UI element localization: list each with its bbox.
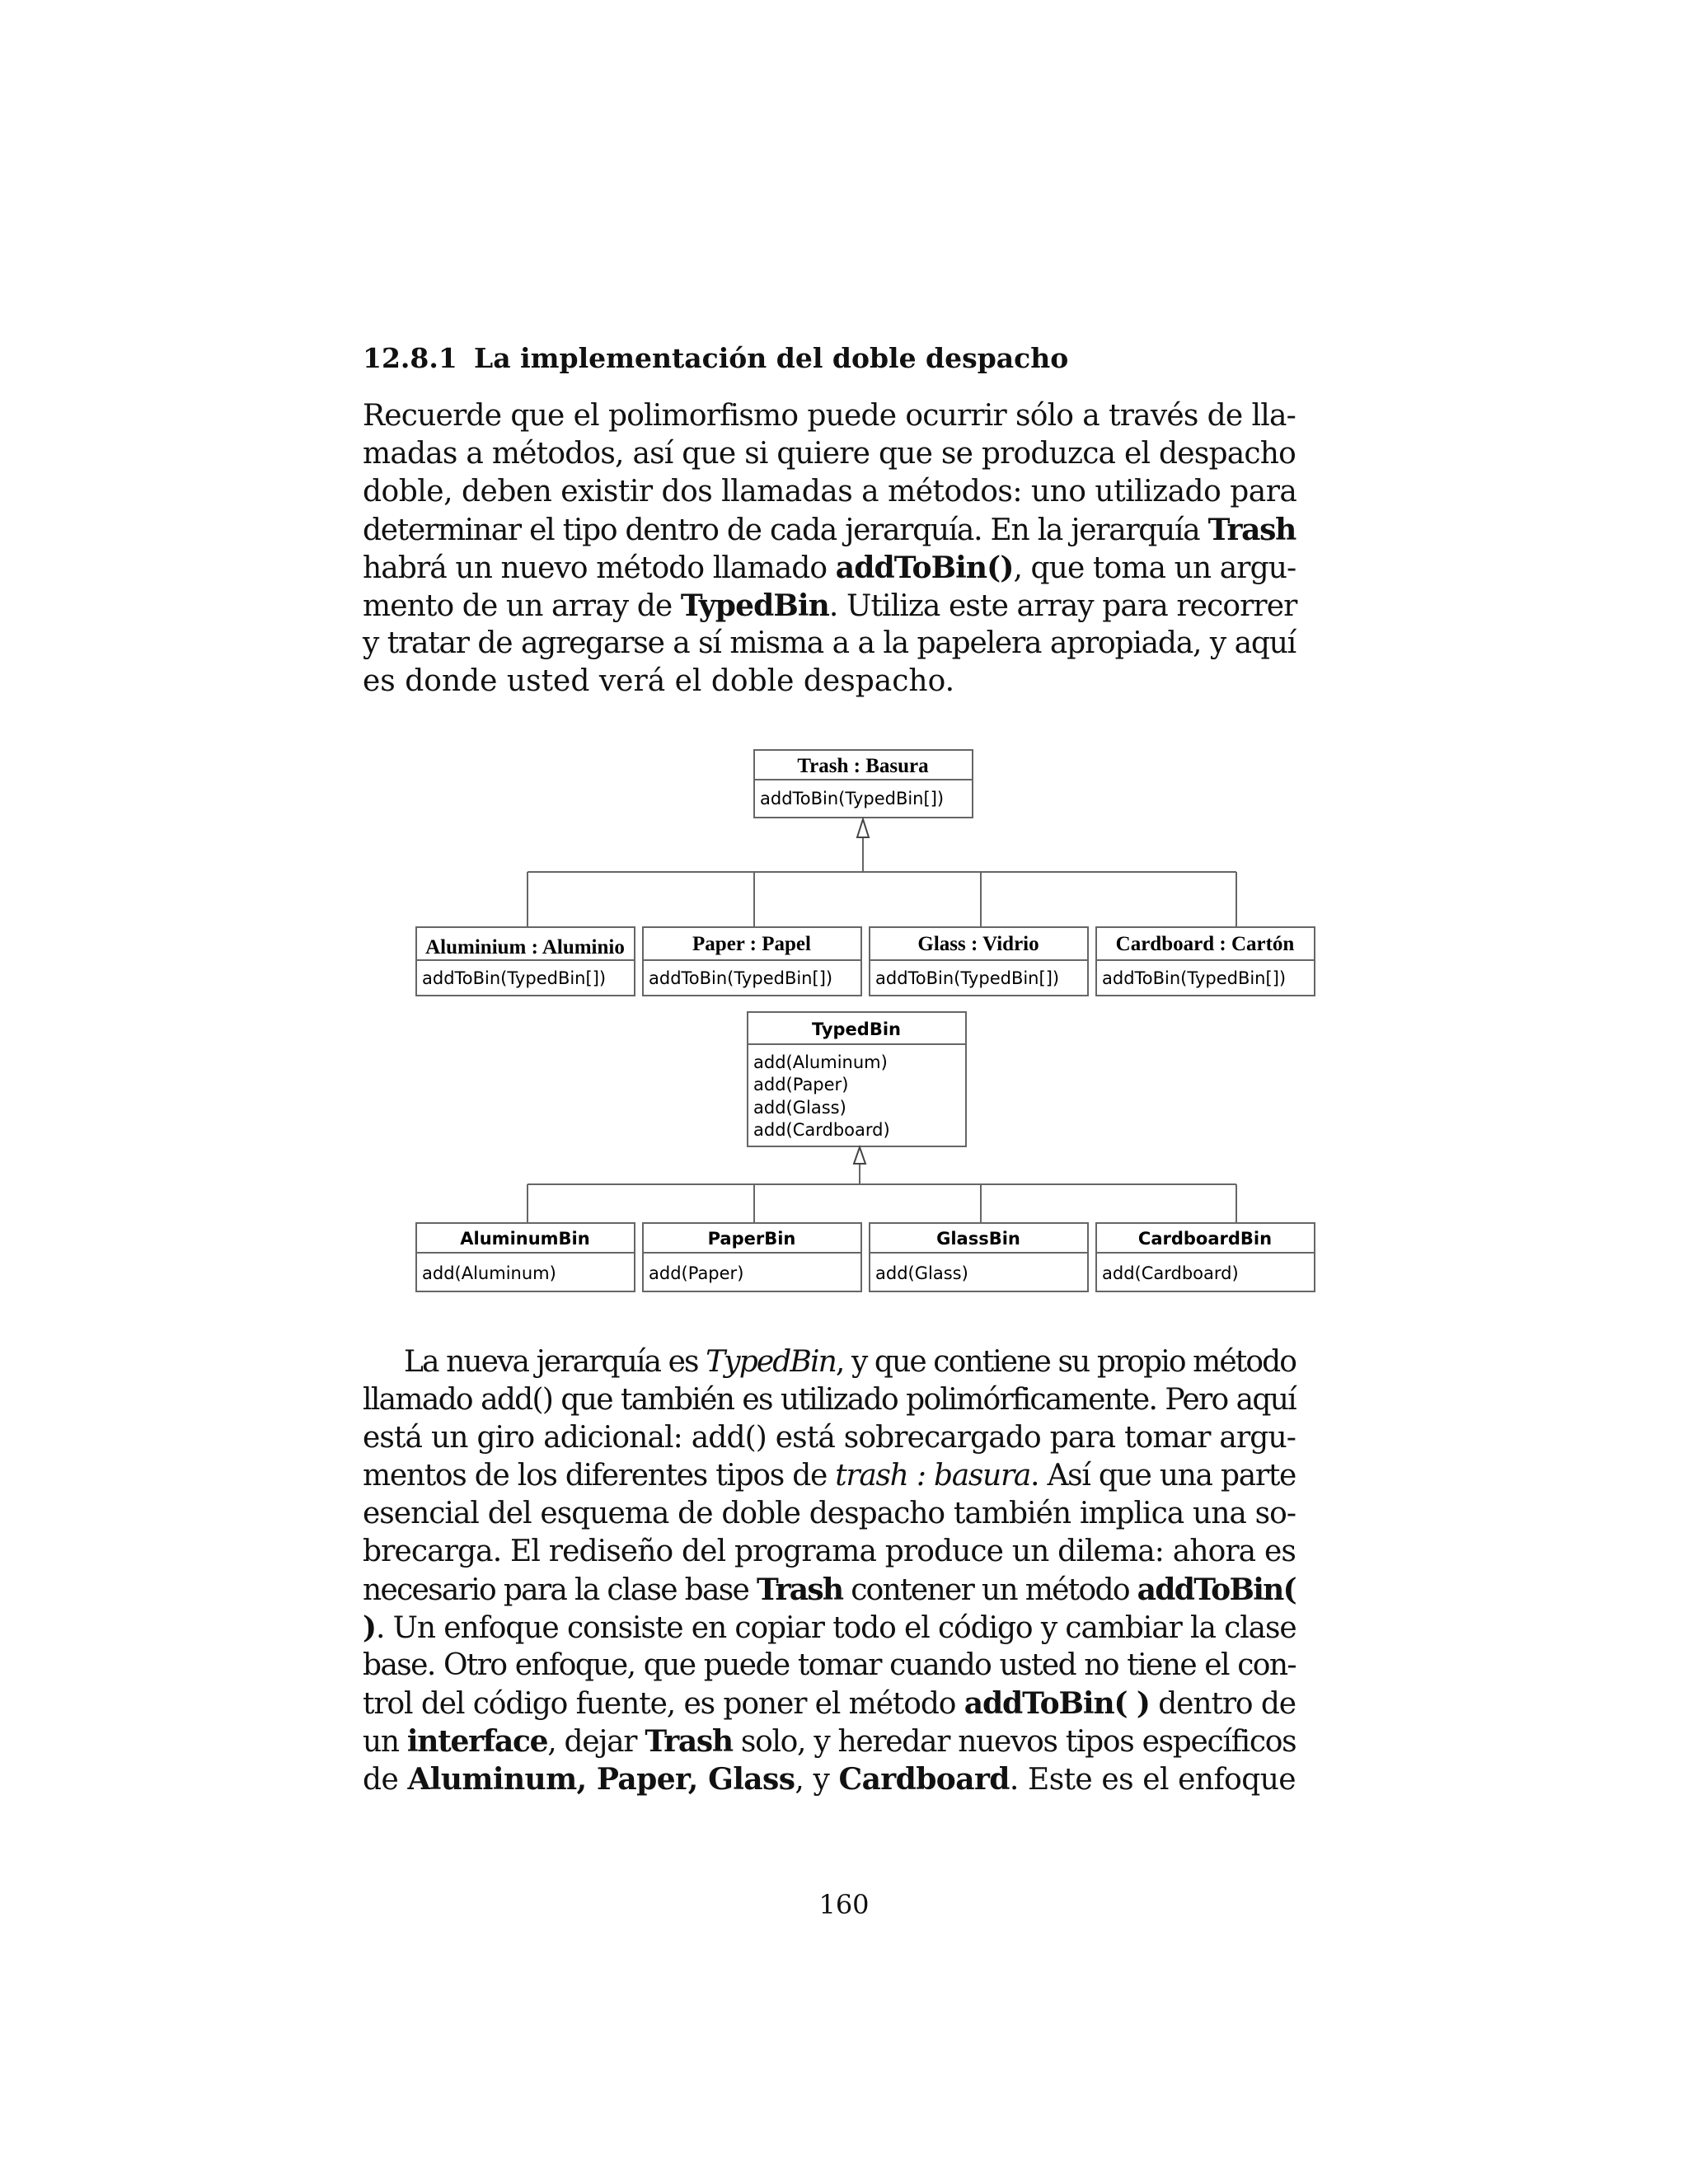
text-run: , y — [795, 1763, 839, 1797]
paragraph-line: base. Otro enfoque, que puede tomar cuando usted no tiene el con- — [363, 1648, 1296, 1682]
emphasis-term: trash : basura — [835, 1459, 1031, 1493]
code-term: Trash — [756, 1572, 843, 1607]
text-run: trol del código fuente, es poner el método — [363, 1687, 964, 1721]
text-run: mentos de los diferentes tipos de — [363, 1459, 836, 1493]
text-run: necesario para la clase base — [363, 1573, 757, 1607]
glass-class-title: Glass : Vidrio — [917, 933, 1039, 955]
text-run: dentro de — [1149, 1687, 1296, 1721]
aluminumbin-class-title: AluminumBin — [460, 1229, 590, 1249]
text-run: un — [363, 1725, 407, 1759]
typedbin-method: add(Paper) — [753, 1075, 849, 1094]
text-run: . Utiliza este array para recorrer — [828, 589, 1297, 623]
paper-class-method: addToBin(TypedBin[]) — [649, 968, 833, 988]
paragraph-line: y tratar de agregarse a sí misma a a la papelera apropiada, y aquí — [363, 626, 1296, 660]
inheritance-arrow-icon — [854, 1147, 865, 1164]
text-run: de — [363, 1763, 408, 1797]
uml-class-diagram — [412, 742, 1335, 1302]
section-number: 12.8.1 — [363, 342, 457, 374]
code-term: Trash — [645, 1724, 733, 1759]
text-run: . Un enfoque consiste en copiar todo el código y cambiar la clase — [375, 1611, 1296, 1645]
code-term: ) — [363, 1610, 376, 1645]
code-term: addToBin( ) — [964, 1686, 1150, 1721]
cardboard-class-method: addToBin(TypedBin[]) — [1102, 968, 1287, 988]
text-run: . Así que una parte — [1030, 1459, 1296, 1493]
paragraph-line: llamado add() que también es utilizado polimórficamente. Pero aquí — [363, 1383, 1296, 1417]
paragraph-line — [363, 1609, 1296, 1647]
code-term: TypedBin — [680, 588, 829, 623]
cardboardbin-class-title: CardboardBin — [1137, 1229, 1273, 1249]
paragraph-line: brecarga. El rediseño del programa produce un dilema: ahora es — [363, 1535, 1296, 1568]
paragraph-line — [363, 1457, 1296, 1495]
text-run: , que toma un argu- — [1013, 551, 1296, 585]
typedbin-method: add(Cardboard) — [753, 1120, 890, 1140]
typedbin-method: add(Aluminum) — [753, 1052, 888, 1072]
paperbin-class-title: PaperBin — [707, 1229, 796, 1249]
code-term: Trash — [1207, 513, 1296, 547]
inheritance-arrow-icon — [857, 819, 869, 837]
text-run: contener un método — [842, 1573, 1137, 1607]
code-term: addToBin( — [1137, 1572, 1296, 1607]
text-run: mento de un array de — [363, 589, 681, 623]
text-run: determinar el tipo dentro de cada jerarquía. En la jerarquía — [363, 513, 1208, 547]
aluminium-class-method: addToBin(TypedBin[]) — [422, 968, 607, 988]
typedbin-method: add(Glass) — [753, 1098, 846, 1118]
paragraph-line — [363, 1343, 1296, 1381]
paragraph-line — [363, 511, 1296, 549]
aluminumbin-class-method: add(Aluminum) — [422, 1263, 556, 1283]
paragraph-line: es donde usted verá el doble despacho. — [363, 664, 955, 698]
section-title: La implementación del doble despacho — [474, 342, 1069, 374]
code-term: Aluminum, Paper, Glass — [407, 1762, 795, 1797]
explanation-paragraph — [363, 1343, 1296, 1798]
text-run: habrá un nuevo método llamado — [363, 551, 836, 585]
text-run: solo, y heredar nuevos tipos específicos — [732, 1725, 1296, 1759]
paragraph-line: madas a métodos, así que si quiere que se produzca el despacho — [363, 437, 1296, 471]
paper-class-title: Paper : Papel — [692, 933, 811, 955]
paragraph-line — [363, 1685, 1296, 1722]
text-run: , y que contiene su propio método — [835, 1345, 1296, 1379]
paragraph-line: está un giro adicional: add() está sobrecargado para tomar argu- — [363, 1421, 1296, 1455]
aluminium-class-title: Aluminium : Aluminio — [425, 936, 625, 958]
trash-class-title: Trash : Basura — [797, 755, 929, 777]
trash-class-method: addToBin(TypedBin[]) — [760, 789, 945, 808]
glassbin-class-method: add(Glass) — [875, 1263, 968, 1283]
paragraph-line — [363, 587, 1296, 625]
section-heading — [363, 342, 1068, 374]
paragraph-line — [363, 1722, 1296, 1760]
paragraph-line — [363, 1571, 1296, 1609]
code-term: addToBin() — [835, 551, 1014, 585]
glass-class-method: addToBin(TypedBin[]) — [875, 968, 1060, 988]
intro-paragraph — [363, 397, 1296, 701]
text-run: La nueva jerarquía es — [404, 1345, 706, 1379]
code-term: Cardboard — [838, 1762, 1010, 1797]
paragraph-line — [363, 549, 1296, 587]
glassbin-class-title: GlassBin — [936, 1229, 1020, 1249]
text-run: , dejar — [547, 1725, 645, 1759]
page-number: 160 — [818, 1889, 870, 1920]
paragraph-line: esencial del esquema de doble despacho también implica una so- — [363, 1497, 1296, 1530]
typedbin-class-title: TypedBin — [812, 1019, 901, 1039]
paragraph-line — [363, 1760, 1296, 1798]
code-term: interface — [406, 1724, 548, 1759]
paragraph-line: Recuerde que el polimorfismo puede ocurrir sólo a través de lla- — [363, 399, 1296, 433]
cardboard-class-title: Cardboard : Cartón — [1115, 933, 1295, 955]
text-run: . Este es el enfoque — [1009, 1763, 1296, 1797]
cardboardbin-class-method: add(Cardboard) — [1102, 1263, 1239, 1283]
paperbin-class-method: add(Paper) — [649, 1263, 744, 1283]
paragraph-line: doble, deben existir dos llamadas a métodos: uno utilizado para — [363, 475, 1297, 509]
emphasis-term: TypedBin — [706, 1345, 836, 1379]
